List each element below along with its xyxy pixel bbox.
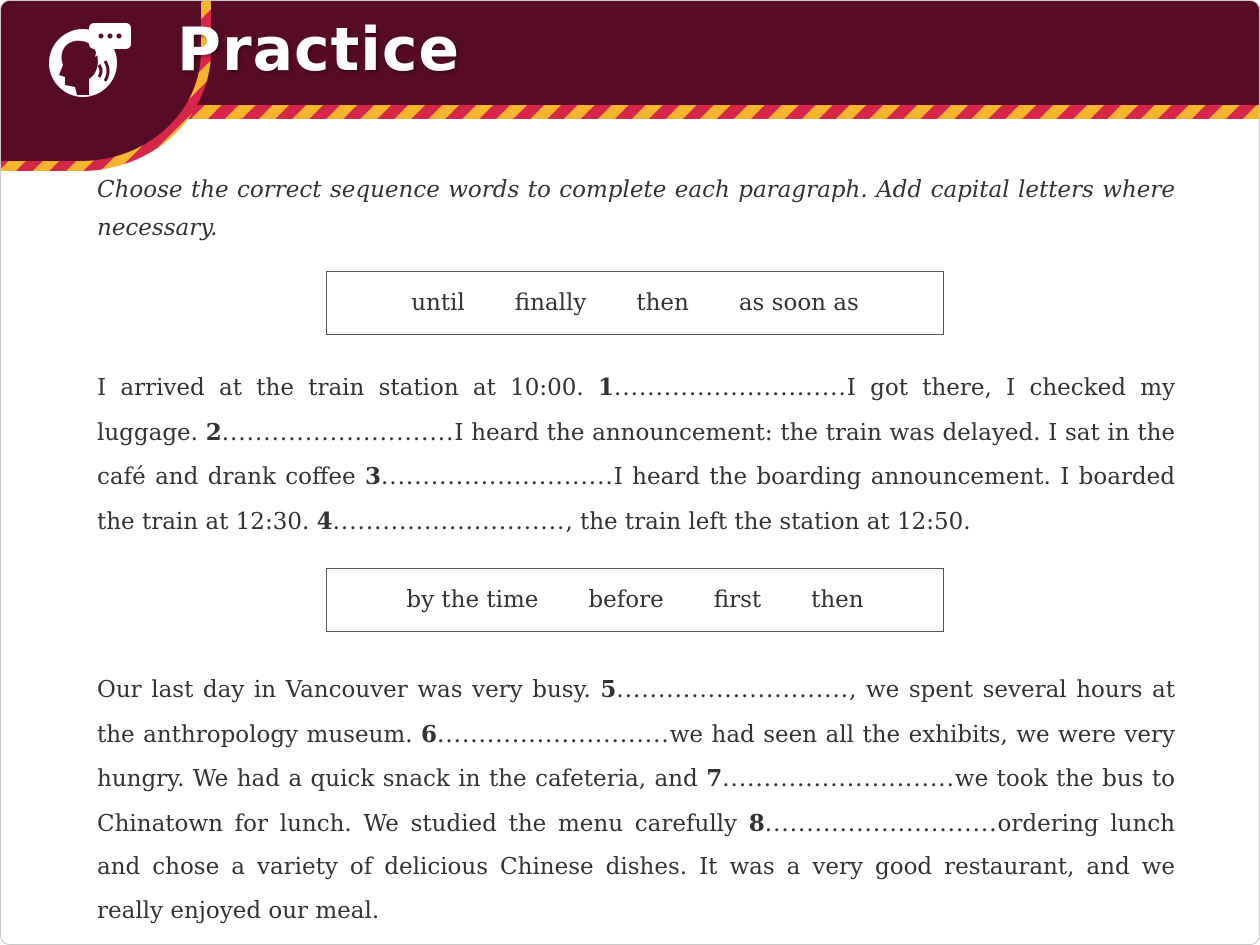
blank-number: 4 <box>316 507 333 535</box>
word-option: before <box>588 587 664 613</box>
sentence: I got there, I checked my luggage. <box>97 375 1175 446</box>
speaking-head-icon <box>45 21 137 101</box>
answer-blank[interactable]: ............................ <box>332 508 566 535</box>
answer-blank[interactable]: ............................ <box>722 766 955 792</box>
sentence: we took the bus to Chinatown for lunch. We studied the menu carefully <box>97 766 1176 837</box>
blank-number: 5 <box>600 676 617 703</box>
word-option: as soon as <box>738 290 859 316</box>
blank-number: 2 <box>205 418 222 446</box>
answer-blank[interactable]: ............................ <box>437 721 670 748</box>
paragraph-2 <box>97 668 1175 933</box>
answer-blank[interactable]: ............................ <box>380 464 614 490</box>
sentence: I arrived at the train station at 10:00. <box>97 375 584 401</box>
sentence: , the train left the station at 12:50. <box>565 508 971 535</box>
word-option: first <box>713 587 762 613</box>
answer-blank[interactable]: ............................ <box>616 677 850 703</box>
answer-blank[interactable]: ............................ <box>614 375 847 401</box>
blank-number: 6 <box>421 720 438 748</box>
page-title: Practice <box>177 15 461 85</box>
instruction-text: Choose the correct sequence words to complete each paragraph. Add capital letters where necessary. <box>97 177 1175 241</box>
answer-blank[interactable]: ............................ <box>764 810 998 837</box>
sentence: I heard the announcement: the train was delayed. I sat in the café and drank coffee <box>97 419 1175 490</box>
sentence: , we spent several hours at the anthropology museum. <box>97 677 1175 748</box>
paragraph-1 <box>97 366 1175 544</box>
answer-blank[interactable]: ............................ <box>221 419 455 446</box>
sentence: Our last day in Vancouver was very busy. <box>97 677 591 703</box>
blank-number: 3 <box>364 463 381 490</box>
word-option: finally <box>514 290 587 316</box>
sentence: we had seen all the exhibits, we were very hungry. We had a quick snack in the cafeteria, and <box>97 721 1176 792</box>
blank-number: 8 <box>748 809 765 837</box>
word-option: then <box>636 290 689 316</box>
word-option: then <box>811 587 864 613</box>
sentence: ordering lunch and chose a variety of delicious Chinese dishes. It was a very good restaurant, and we really enjoyed our meal. <box>97 810 1175 924</box>
blank-number: 7 <box>706 765 723 792</box>
sentence: I heard the boarding announcement. I boarded the train at 12:30. <box>97 464 1175 535</box>
word-box-2 <box>326 568 944 632</box>
word-option: by the time <box>406 587 539 613</box>
blank-number: 1 <box>598 374 615 401</box>
word-option: until <box>411 290 465 316</box>
word-box-1 <box>326 271 944 335</box>
